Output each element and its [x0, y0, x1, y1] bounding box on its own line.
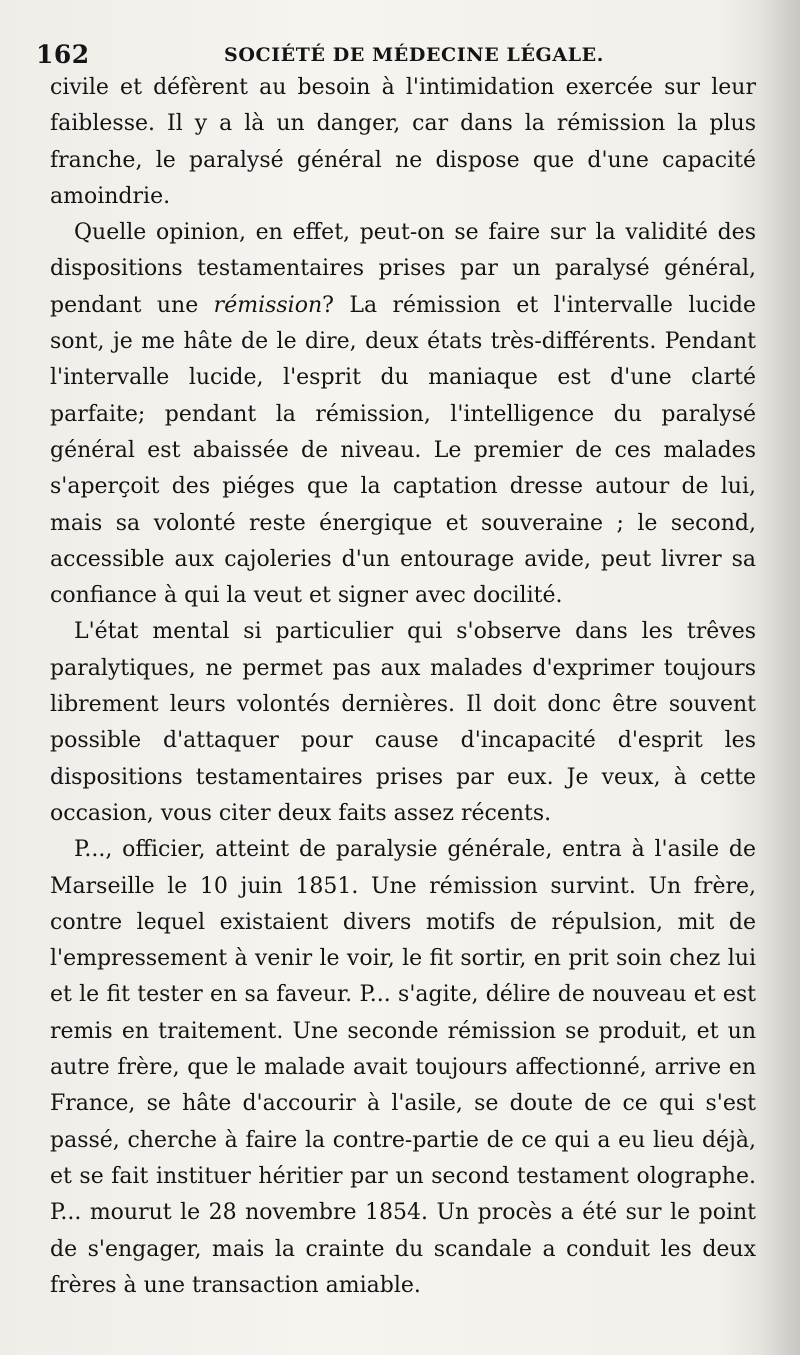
body-text — [50, 70, 756, 1304]
page-edge-shadow — [760, 0, 800, 1355]
italic-remission: rémission — [213, 292, 323, 318]
page-header — [36, 38, 756, 74]
paragraph-4: P..., officier, atteint de paralysie générale, entra à l'asile de Marseille le 10 juin 1851. Une rémission survint. Un frère, contre lequel existaient divers motifs de répulsion, mit de l'empressement à venir le voir, le fit sortir, en prit soin chez lui et le fit tester en sa faveur. P... s'agite, délire de nouveau et est remis en traitement. Une seconde rémission se produit, et un autre frère, que le malade avait toujours affectionné, arrive en France, se hâte d'accourir à l'asile, se doute de ce qui s'est passé, cherche à faire la contre-partie de ce qui a eu lieu déjà, et se fait instituer héritier par un second testament olographe. P... mourut le 28 novembre 1854. Un procès a été sur le point de s'engager, mais la crainte du scandale a conduit les deux frères à une transaction amiable. — [50, 837, 756, 1298]
paragraph-1: civile et défèrent au besoin à l'intimidation exercée sur leur faiblesse. Il y a là un danger, car dans la rémission la plus franche, le paralysé général ne dispose que d'une capacité amoindrie. — [50, 75, 756, 209]
paragraph-3: L'état mental si particulier qui s'observe dans les trêves paralytiques, ne permet pas aux malades d'exprimer toujours librement leurs volontés dernières. Il doit donc être souvent possible d'attaquer pour cause d'incapacité d'esprit les dispositions testamentaires prises par eux. Je veux, à cette occasion, vous citer deux faits assez récents. — [50, 619, 756, 826]
paragraph-2-text-end: ? La rémission et l'intervalle lucide sont, je me hâte de le dire, deux états très-différents. Pendant l'intervalle lucide, l'esprit du maniaque est d'une clarté parfaite; pendant la rémission, l'intelligence du paralysé général est abaissée de niveau. Le premier de ces malades s'aperçoit des piéges que la captation dresse autour de lui, mais sa volonté reste énergique et souveraine ; le second, accessible aux cajoleries d'un entourage avide, peut livrer sa confiance à qui la veut et signer avec docilité. — [50, 292, 757, 609]
page-number: 162 — [36, 40, 90, 69]
paragraph-2 — [50, 215, 756, 614]
running-title: SOCIÉTÉ DE MÉDECINE LÉGALE. — [224, 44, 604, 66]
paragraph-2-text-start: Quelle opinion, en effet, peut-on se faire sur la validité des dispositions testamentaires prises par un paralysé général, pendant une — [50, 220, 756, 318]
